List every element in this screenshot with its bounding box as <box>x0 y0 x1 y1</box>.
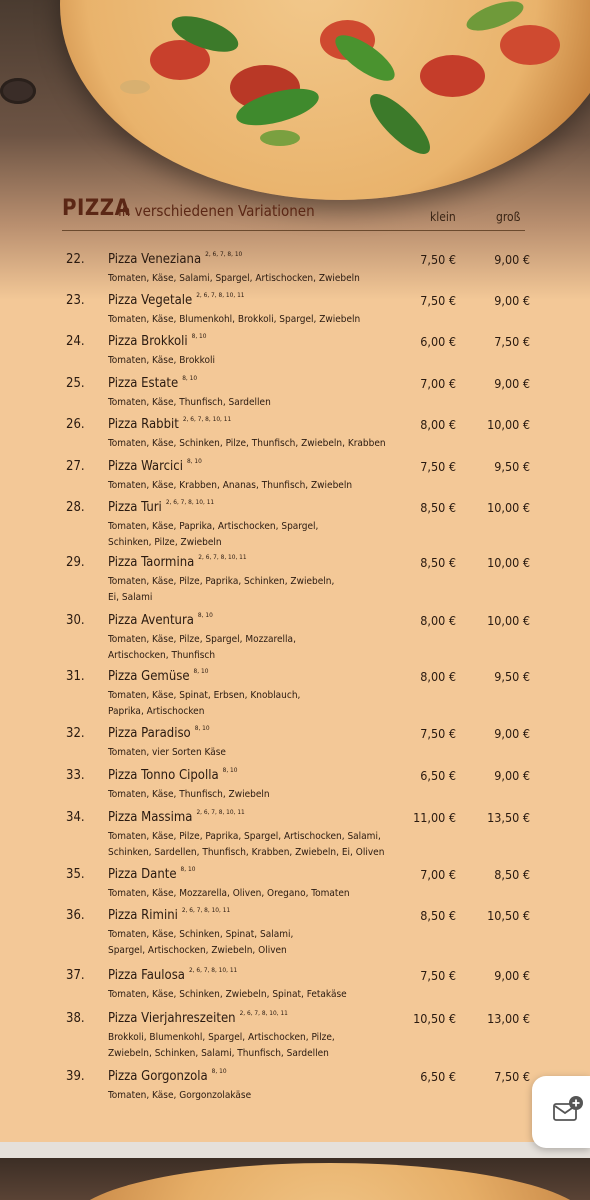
price-klein: 8,00 € <box>420 417 456 432</box>
item-name <box>108 500 214 515</box>
pizza-image-bottom <box>70 1163 590 1200</box>
allergen-codes: 2, 6, 7, 8, 10, 11 <box>188 966 238 974</box>
price-klein: 7,50 € <box>420 968 456 983</box>
item-name-text: Pizza Paradiso <box>108 726 191 741</box>
item-name-text: Pizza Vegetale <box>108 293 193 308</box>
item-name <box>108 968 237 983</box>
item-name-text: Pizza Dante <box>108 867 177 882</box>
item-description <box>108 478 408 494</box>
allergen-codes: 2, 6, 7, 8, 10, 11 <box>198 553 247 561</box>
price-klein: 7,50 € <box>420 293 456 308</box>
item-name <box>108 1011 288 1026</box>
item-description <box>108 886 408 902</box>
item-number: 31. <box>66 669 85 684</box>
price-gross: 9,50 € <box>494 459 530 474</box>
item-name <box>108 768 238 783</box>
item-number: 28. <box>66 500 85 515</box>
description-line: Tomaten, Käse, Schinken, Zwiebeln, Spinat, Fetakäse <box>108 989 347 1000</box>
next-page-photo <box>0 1158 590 1200</box>
item-name-text: Pizza Gorgonzola <box>108 1069 208 1084</box>
allergen-codes: 8, 10 <box>194 724 210 732</box>
item-number: 30. <box>66 613 85 628</box>
contact-button[interactable] <box>532 1076 590 1148</box>
description-line: Tomaten, Käse, Pilze, Paprika, Spargel, Artischocken, Salami, <box>108 831 381 842</box>
item-description <box>108 927 408 958</box>
price-klein: 10,50 € <box>413 1011 456 1026</box>
item-name <box>108 555 247 570</box>
price-gross: 7,50 € <box>494 1069 530 1084</box>
item-number: 39. <box>66 1069 85 1084</box>
item-description <box>108 574 408 605</box>
item-number: 36. <box>66 908 85 923</box>
price-klein: 7,50 € <box>420 252 456 267</box>
item-number: 24. <box>66 334 85 349</box>
price-gross: 9,00 € <box>494 726 530 741</box>
price-gross: 9,00 € <box>494 252 530 267</box>
item-description <box>108 395 408 411</box>
description-line: Ei, Salami <box>108 591 153 603</box>
item-name-text: Pizza Massima <box>108 810 193 825</box>
item-name-text: Pizza Taormina <box>108 555 195 570</box>
description-line: Tomaten, Käse, Schinken, Pilze, Thunfisch, Zwiebeln, Krabben <box>108 438 386 449</box>
item-name-text: Pizza Gemüse <box>108 669 190 684</box>
price-klein: 8,50 € <box>420 555 456 570</box>
item-description <box>108 1088 408 1104</box>
description-line: Tomaten, vier Sorten Käse <box>108 747 226 758</box>
description-line: Tomaten, Käse, Krabben, Ananas, Thunfisch, Zwiebeln <box>108 480 353 491</box>
price-klein: 7,00 € <box>420 376 456 391</box>
item-description <box>108 688 408 719</box>
item-name-text: Pizza Aventura <box>108 613 194 628</box>
price-gross: 9,50 € <box>494 669 530 684</box>
item-number: 38. <box>66 1011 85 1026</box>
section-header <box>62 196 525 231</box>
item-name-text: Pizza Veneziana <box>108 252 202 267</box>
price-gross: 9,00 € <box>494 376 530 391</box>
item-name <box>108 417 231 432</box>
price-gross: 7,50 € <box>494 334 530 349</box>
item-number: 25. <box>66 376 85 391</box>
item-number: 35. <box>66 867 85 882</box>
item-name-text: Pizza Vierjahreszeiten <box>108 1011 236 1026</box>
price-gross: 10,00 € <box>487 555 530 570</box>
item-name <box>108 810 245 825</box>
item-description <box>108 353 408 369</box>
description-line: Artischocken, Thunfisch <box>108 649 216 661</box>
item-description <box>108 436 408 452</box>
mail-plus-icon <box>552 1095 584 1125</box>
item-name <box>108 613 213 628</box>
item-description <box>108 829 408 860</box>
allergen-codes: 2, 6, 7, 8, 10, 11 <box>182 415 232 423</box>
page-gap <box>0 1142 590 1158</box>
column-header-gross: groß <box>496 210 521 224</box>
item-description <box>108 745 408 761</box>
allergen-codes: 8, 10 <box>193 667 209 675</box>
description-line: Tomaten, Käse, Paprika, Artischocken, Spargel, <box>108 521 319 532</box>
allergen-codes: 8, 10 <box>182 374 198 382</box>
item-description <box>108 271 408 287</box>
item-number: 26. <box>66 417 85 432</box>
item-name <box>108 459 202 474</box>
item-number: 29. <box>66 555 85 570</box>
item-name-text: Pizza Rimini <box>108 908 178 923</box>
item-number: 37. <box>66 968 85 983</box>
price-gross: 13,50 € <box>487 810 530 825</box>
allergen-codes: 2, 6, 7, 8, 10 <box>205 250 243 258</box>
item-number: 22. <box>66 252 85 267</box>
allergen-codes: 8, 10 <box>191 332 207 340</box>
price-gross: 9,00 € <box>494 768 530 783</box>
item-name-text: Pizza Rabbit <box>108 417 179 432</box>
price-klein: 8,00 € <box>420 669 456 684</box>
section-title: PIZZA <box>62 196 131 221</box>
description-line: Spargel, Artischocken, Zwiebeln, Oliven <box>108 944 287 956</box>
allergen-codes: 8, 10 <box>197 611 213 619</box>
price-klein: 7,50 € <box>420 459 456 474</box>
allergen-codes: 2, 6, 7, 8, 10, 11 <box>239 1009 288 1017</box>
item-name-text: Pizza Turi <box>108 500 162 515</box>
item-name <box>108 1069 227 1084</box>
price-gross: 9,00 € <box>494 293 530 308</box>
price-gross: 10,50 € <box>487 908 530 923</box>
price-klein: 11,00 € <box>413 810 456 825</box>
description-line: Tomaten, Käse, Spinat, Erbsen, Knoblauch, <box>108 690 301 701</box>
pizza-image <box>60 0 590 200</box>
price-gross: 8,50 € <box>494 867 530 882</box>
description-line: Tomaten, Käse, Schinken, Spinat, Salami, <box>108 929 294 940</box>
item-name <box>108 669 208 684</box>
description-line: Brokkoli, Blumenkohl, Spargel, Artischocken, Pilze, <box>108 1032 335 1043</box>
description-line: Tomaten, Käse, Blumenkohl, Brokkoli, Spargel, Zwiebeln <box>108 314 361 325</box>
item-name-text: Pizza Estate <box>108 376 179 391</box>
column-header-klein: klein <box>430 210 456 224</box>
description-line: Tomaten, Käse, Pilze, Spargel, Mozzarella, <box>108 634 296 645</box>
price-gross: 10,00 € <box>487 613 530 628</box>
description-line: Tomaten, Käse, Thunfisch, Sardellen <box>108 397 271 408</box>
spice-bowl <box>0 78 36 104</box>
item-description <box>108 519 408 550</box>
price-klein: 8,00 € <box>420 613 456 628</box>
item-name-text: Pizza Faulosa <box>108 968 185 983</box>
item-number: 32. <box>66 726 85 741</box>
item-name <box>108 867 195 882</box>
price-klein: 8,50 € <box>420 908 456 923</box>
item-name <box>108 334 206 349</box>
price-gross: 13,00 € <box>487 1011 530 1026</box>
description-line: Paprika, Artischocken <box>108 705 205 717</box>
allergen-codes: 8, 10 <box>222 766 238 774</box>
item-description <box>108 632 408 663</box>
allergen-codes: 8, 10 <box>211 1067 227 1075</box>
item-number: 34. <box>66 810 85 825</box>
item-description <box>108 312 408 328</box>
allergen-codes: 2, 6, 7, 8, 10, 11 <box>196 808 245 816</box>
item-name <box>108 908 230 923</box>
item-description <box>108 787 408 803</box>
item-description <box>108 1030 408 1061</box>
description-line: Schinken, Sardellen, Thunfisch, Krabben, Zwiebeln, Ei, Oliven <box>108 846 385 858</box>
item-number: 23. <box>66 293 85 308</box>
price-klein: 7,00 € <box>420 867 456 882</box>
allergen-codes: 2, 6, 7, 8, 10, 11 <box>196 291 245 299</box>
description-line: Schinken, Pilze, Zwiebeln <box>108 536 222 548</box>
description-line: Zwiebeln, Schinken, Salami, Thunfisch, Sardellen <box>108 1047 329 1059</box>
description-line: Tomaten, Käse, Salami, Spargel, Artischocken, Zwiebeln <box>108 273 360 284</box>
price-klein: 6,00 € <box>420 334 456 349</box>
item-name <box>108 293 245 308</box>
allergen-codes: 8, 10 <box>180 865 196 873</box>
price-gross: 10,00 € <box>487 417 530 432</box>
price-klein: 8,50 € <box>420 500 456 515</box>
description-line: Tomaten, Käse, Gorgonzolakäse <box>108 1090 252 1101</box>
price-gross: 9,00 € <box>494 968 530 983</box>
item-name <box>108 726 210 741</box>
description-line: Tomaten, Käse, Mozzarella, Oliven, Oregano, Tomaten <box>108 888 350 899</box>
description-line: Tomaten, Käse, Pilze, Paprika, Schinken, Zwiebeln, <box>108 576 335 587</box>
section-subtitle: in verschiedenen Variationen <box>118 202 315 220</box>
price-gross: 10,00 € <box>487 500 530 515</box>
item-description <box>108 987 408 1003</box>
allergen-codes: 2, 6, 7, 8, 10, 11 <box>165 498 215 506</box>
description-line: Tomaten, Käse, Thunfisch, Zwiebeln <box>108 789 270 800</box>
allergen-codes: 2, 6, 7, 8, 10, 11 <box>181 906 231 914</box>
item-name-text: Pizza Warcici <box>108 459 183 474</box>
price-klein: 6,50 € <box>420 1069 456 1084</box>
item-number: 33. <box>66 768 85 783</box>
description-line: Tomaten, Käse, Brokkoli <box>108 355 215 366</box>
allergen-codes: 8, 10 <box>186 457 202 465</box>
item-name-text: Pizza Tonno Cipolla <box>108 768 219 783</box>
item-name-text: Pizza Brokkoli <box>108 334 188 349</box>
item-number: 27. <box>66 459 85 474</box>
price-klein: 6,50 € <box>420 768 456 783</box>
item-name <box>108 376 197 391</box>
item-name <box>108 252 242 267</box>
price-klein: 7,50 € <box>420 726 456 741</box>
